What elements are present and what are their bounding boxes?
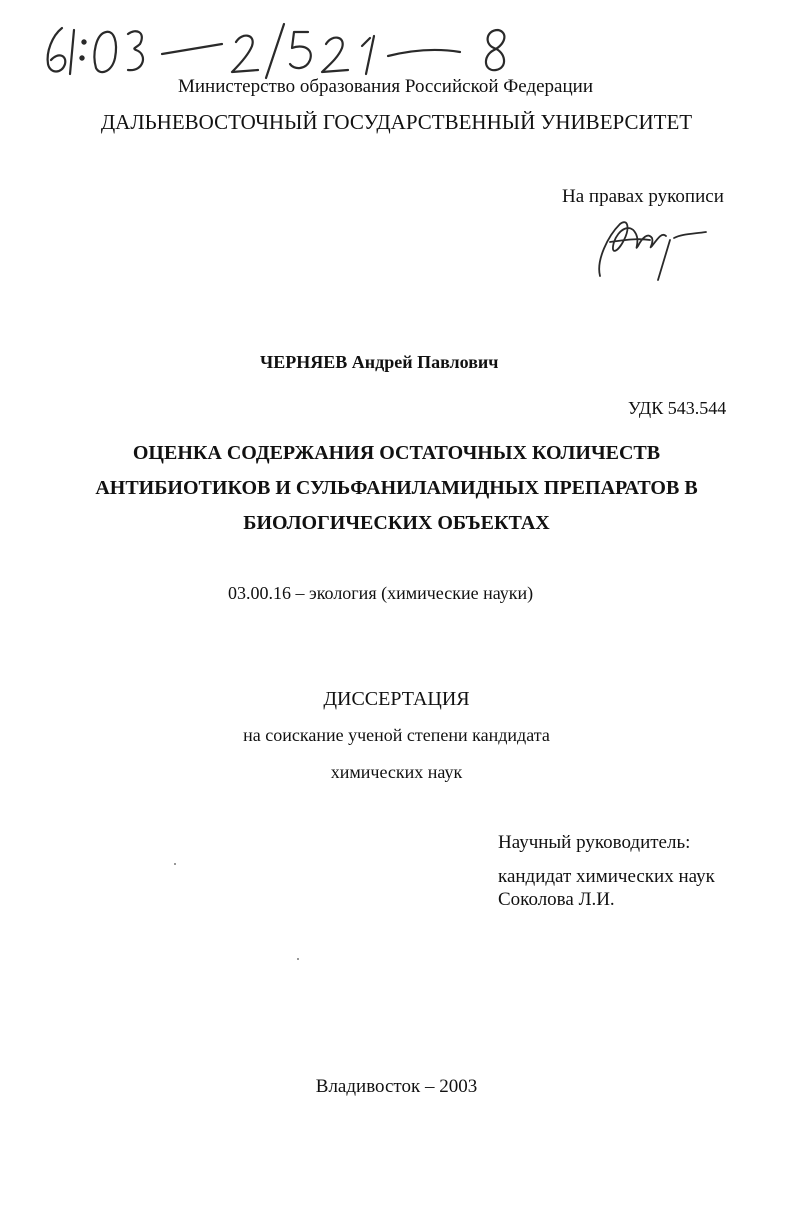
- university-name: ДАЛЬНЕВОСТОЧНЫЙ ГОСУДАРСТВЕННЫЙ УНИВЕРСИТЕТ: [100, 110, 693, 134]
- title-line-1: ОЦЕНКА СОДЕРЖАНИЯ ОСТАТОЧНЫХ КОЛИЧЕСТВ: [132, 442, 661, 464]
- manuscript-note: На правах рукописи: [562, 186, 724, 207]
- specialty-code: 03.00.16 – экология (химические науки): [228, 583, 534, 603]
- title-line-2: АНТИБИОТИКОВ И СУЛЬФАНИЛАМИДНЫХ ПРЕПАРАТОВ В: [95, 477, 698, 499]
- ministry-name: Министерство образования Российской Федерации: [178, 76, 593, 97]
- document-type: ДИССЕРТАЦИЯ: [323, 688, 470, 710]
- scan-speck: [297, 958, 299, 960]
- advisor-name: Соколова Л.И.: [498, 889, 615, 910]
- degree-line-2: химических наук: [330, 762, 463, 782]
- signature: [590, 212, 720, 284]
- udc-code: УДК 543.544: [628, 398, 727, 418]
- scan-speck: [174, 863, 176, 865]
- advisor-label: Научный руководитель:: [498, 832, 691, 853]
- degree-line-1: на соискание ученой степени кандидата: [243, 725, 550, 745]
- place-year: Владивосток – 2003: [315, 1076, 478, 1097]
- advisor-degree: кандидат химических наук: [498, 866, 715, 887]
- handwritten-archive-code: [40, 14, 540, 84]
- title-line-3: БИОЛОГИЧЕСКИХ ОБЪЕКТАХ: [243, 512, 550, 534]
- author-name: ЧЕРНЯЕВ Андрей Павлович: [260, 352, 499, 372]
